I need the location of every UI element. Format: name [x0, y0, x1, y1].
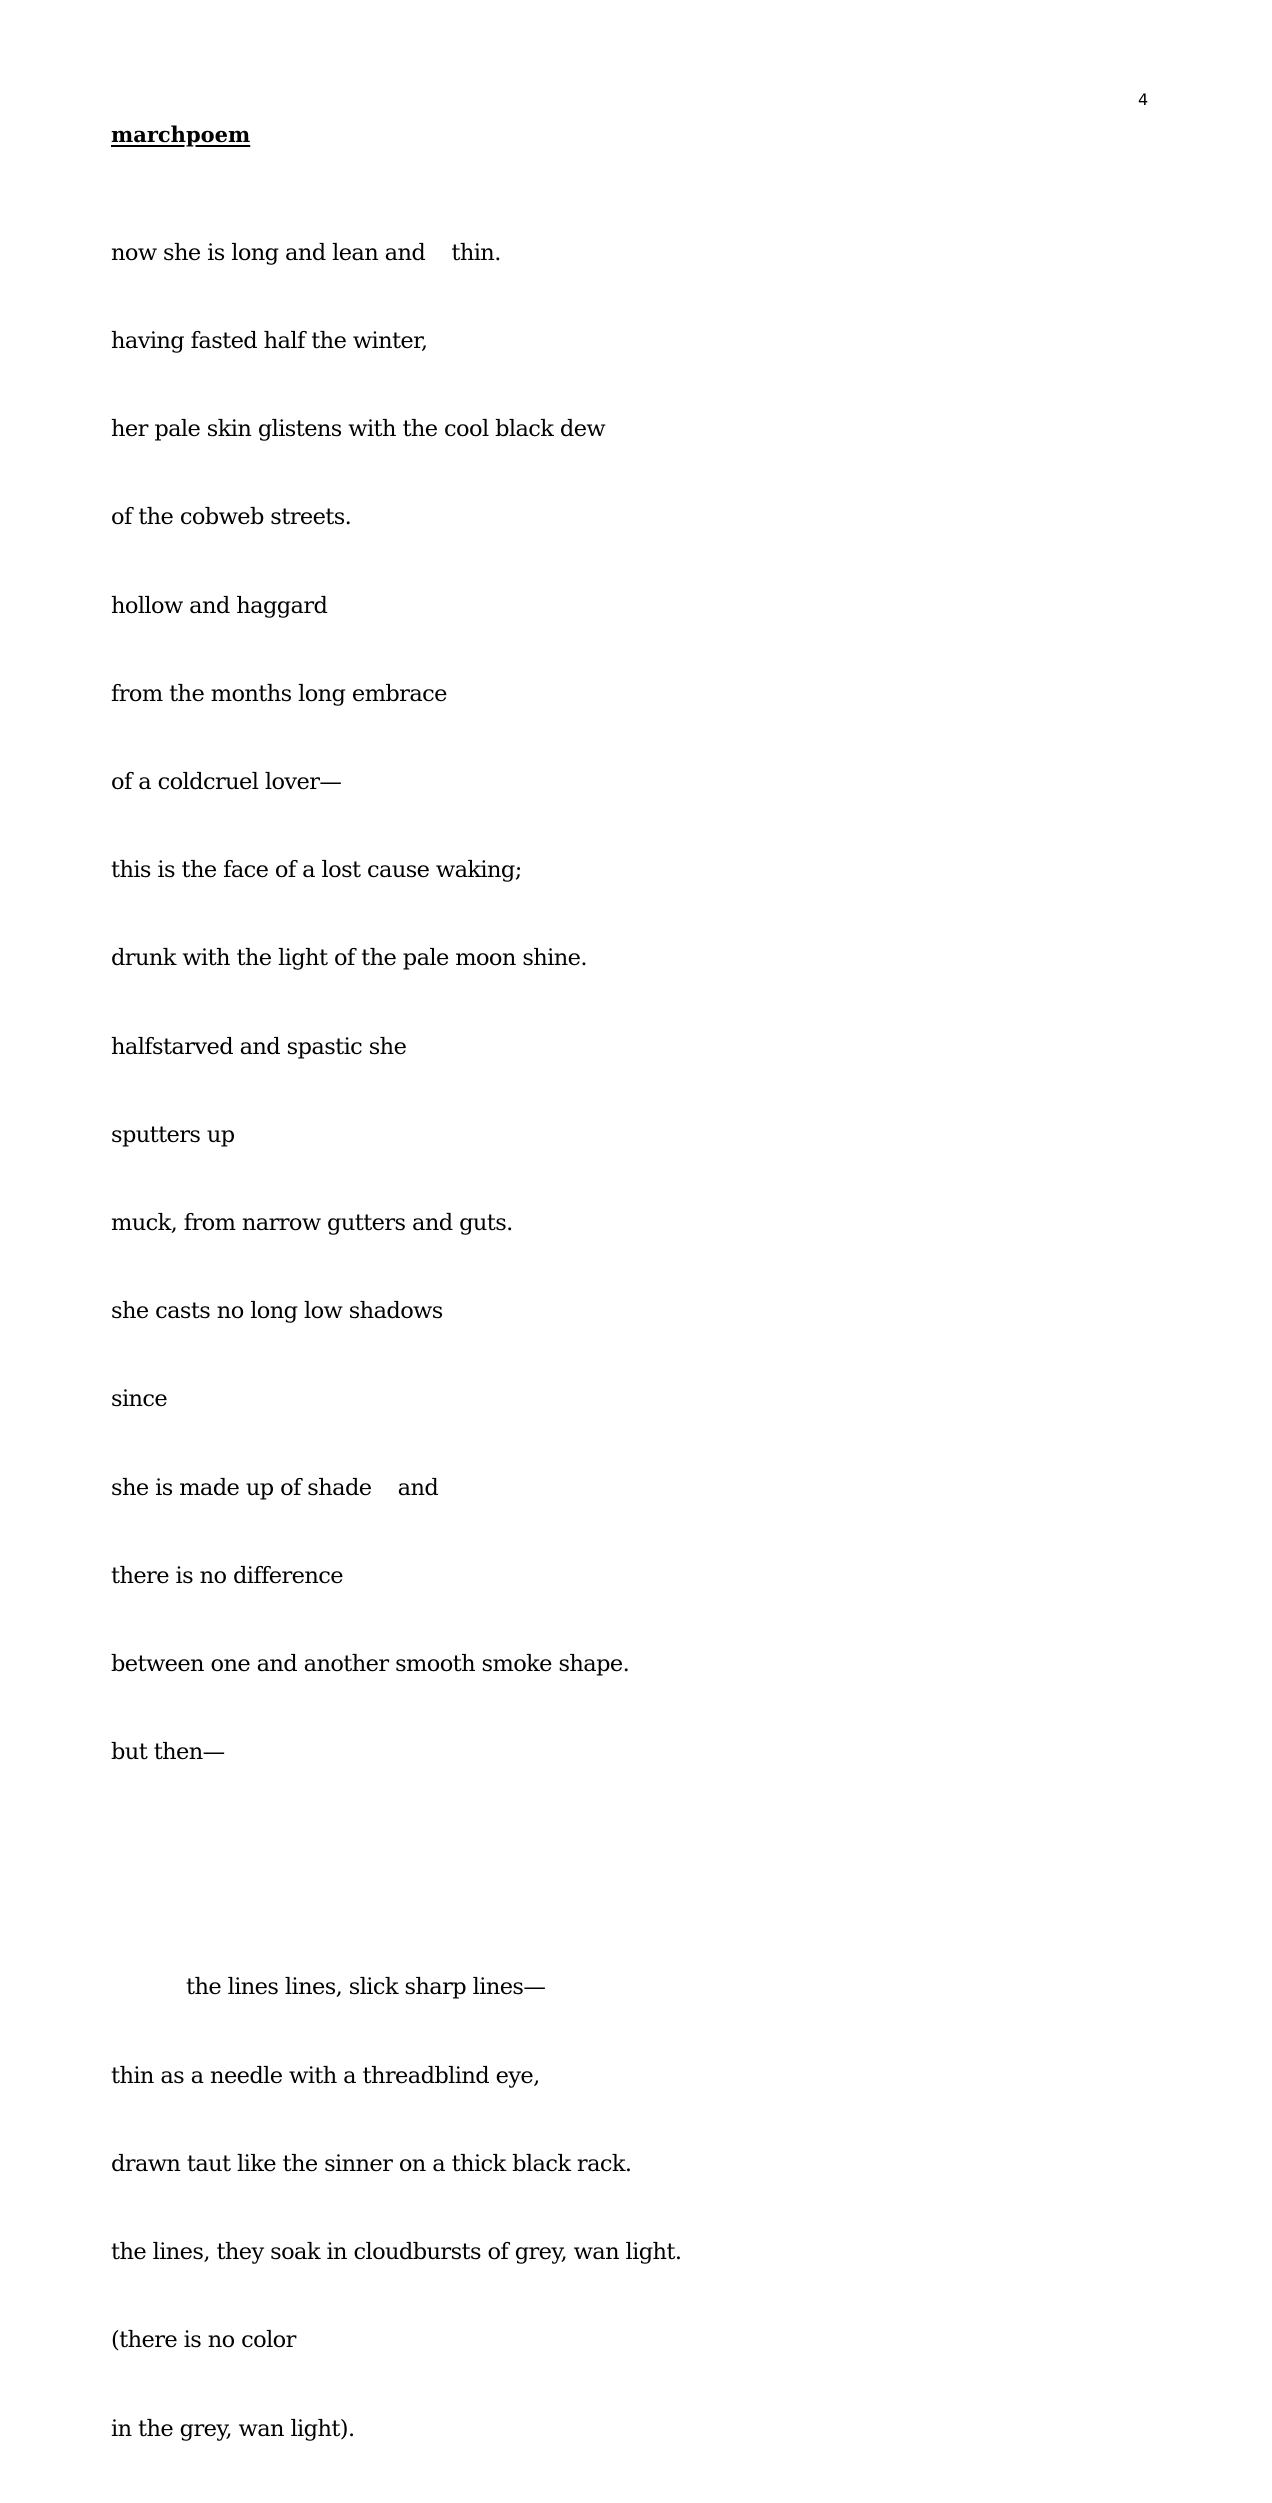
poem-line: she is made up of shade and: [111, 1474, 439, 1501]
page-number: 4: [1138, 90, 1149, 109]
poem-line: in the grey, wan light).: [111, 2415, 355, 2442]
stanza-break: [111, 1856, 681, 1885]
poem-line: of a coldcruel lover—: [111, 769, 342, 796]
poem-title: marchpoem: [111, 122, 251, 147]
poem-line: of the cobweb streets.: [111, 504, 352, 531]
poem-line: thin as a needle with a threadblind eye,: [111, 2062, 540, 2089]
poem-line: having fasted half the winter,: [111, 328, 428, 355]
poem-line: sputters up: [111, 1121, 235, 1148]
poem-line: drunk with the light of the pale moon shine.: [111, 945, 587, 972]
poem-line: the lines, they soak in cloudbursts of grey, wan light.: [111, 2239, 682, 2266]
poem-body: [111, 180, 681, 2503]
poem-line-indented: the lines lines, slick sharp lines—: [186, 1974, 546, 2001]
poem-line: this is the face of a lost cause waking;: [111, 857, 522, 884]
poem-line: there is no difference: [111, 1562, 344, 1589]
poem-line: between one and another smooth smoke shape.: [111, 1651, 630, 1678]
poem-line: halfstarved and spastic she: [111, 1033, 407, 1060]
poem-line: from the months long embrace: [111, 680, 447, 707]
poem-line: (there is no color: [111, 2327, 296, 2354]
poem-line: drawn taut like the sinner on a thick black rack.: [111, 2150, 632, 2177]
poem-line: her pale skin glistens with the cool black dew: [111, 416, 606, 443]
poem-line: hollow and haggard: [111, 592, 328, 619]
poem-line: since: [111, 1386, 168, 1413]
poem-line: now she is long and lean and thin.: [111, 239, 501, 266]
poem-line: she casts no long low shadows: [111, 1298, 443, 1325]
poem-line: but then—: [111, 1739, 225, 1766]
poem-line: muck, from narrow gutters and guts.: [111, 1210, 513, 1237]
